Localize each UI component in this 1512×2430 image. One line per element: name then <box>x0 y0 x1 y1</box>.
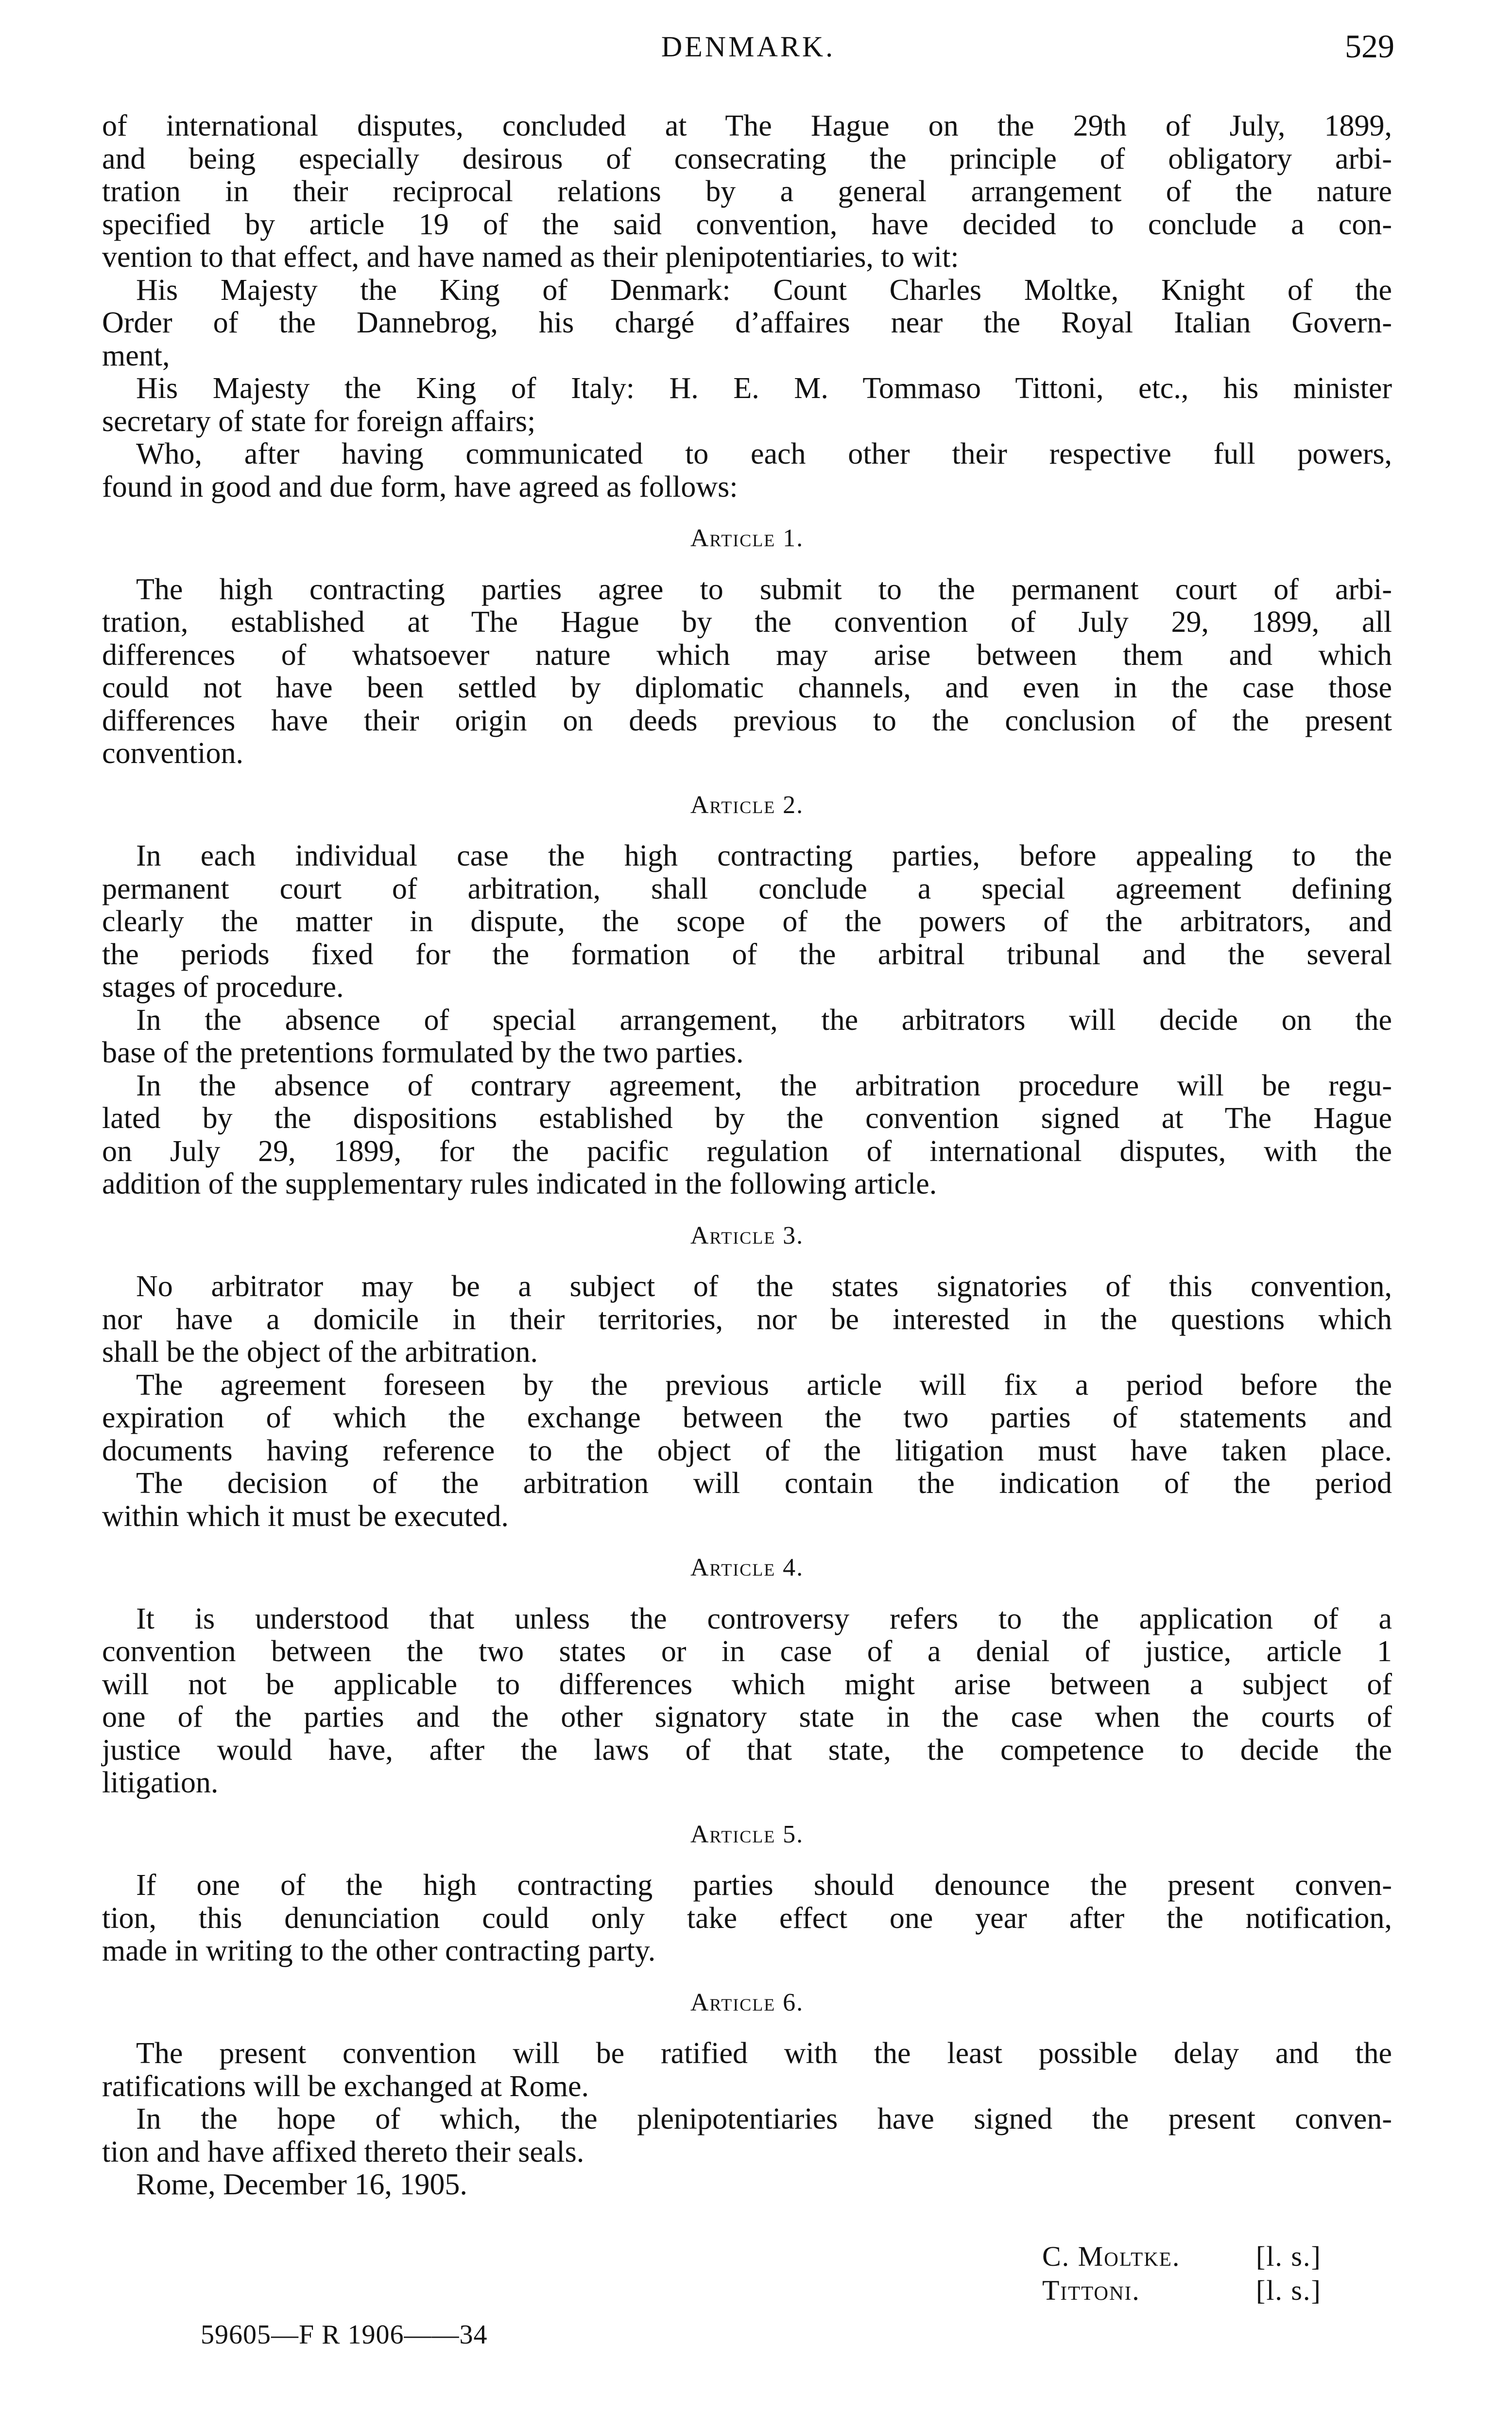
text-line: shall be the object of the arbitration. <box>102 1336 538 1369</box>
article-heading: Article 4. <box>690 1554 804 1581</box>
text-line: expiration of which the exchange between the two parties of statements and <box>102 1401 1392 1434</box>
agreement-paragraph <box>102 438 1392 503</box>
page-number: 529 <box>1345 28 1394 65</box>
text-line: In each individual case the high contracting parties, before appealing to the <box>136 839 1392 872</box>
article-heading: Article 6. <box>690 1988 804 2016</box>
plenipotentiary-italy <box>102 372 1392 438</box>
text-line: stages of procedure. <box>102 971 344 1004</box>
text-line: clearly the matter in dispute, the scope of the powers of the arbitrators, and <box>102 905 1392 938</box>
text-line: specified by article 19 of the said convention, have decided to conclude a con- <box>102 208 1392 241</box>
date-line <box>102 2169 1392 2202</box>
seal-mark: [l. s.] <box>1256 2240 1322 2272</box>
text-line: documents having reference to the object of the litigation must have taken place. <box>102 1434 1392 1467</box>
text-line: It is understood that unless the controversy refers to the application of a <box>136 1602 1392 1635</box>
printer-mark: 59605—F R 1906——34 <box>201 2320 488 2350</box>
article-paragraph <box>102 2103 1392 2169</box>
text-line: base of the pretentions formulated by the two parties. <box>102 1036 744 1069</box>
text-line: found in good and due form, have agreed as follows: <box>102 470 738 503</box>
text-line: His Majesty the King of Denmark: Count Charles Moltke, Knight of the <box>136 273 1392 307</box>
text-line: within which it must be executed. <box>102 1499 509 1533</box>
text-line: permanent court of arbitration, shall conclude a special agreement defining <box>102 872 1392 905</box>
text-line: of international disputes, concluded at The Hague on the 29th of July, 1899, <box>102 109 1392 142</box>
text-line: In the hope of which, the plenipotentiaries have signed the present conven- <box>136 2102 1392 2135</box>
running-head: DENMARK. <box>661 31 836 63</box>
signature-block <box>1042 2239 1322 2308</box>
text-line: Rome, December 16, 1905. <box>136 2168 467 2201</box>
text-line: nor have a domicile in their territories, nor be interested in the questions which <box>102 1302 1392 1336</box>
text-line: No arbitrator may be a subject of the states signatories of this convention, <box>136 1270 1392 1303</box>
article-paragraph <box>102 1369 1392 1468</box>
text-line: In the absence of special arrangement, the arbitrators will decide on the <box>136 1003 1392 1037</box>
document-body <box>102 110 1392 2202</box>
plenipotentiary-denmark <box>102 274 1392 373</box>
text-line: made in writing to the other contracting party. <box>102 1934 656 1967</box>
text-line: Order of the Dannebrog, his chargé d’affaires near the Royal Italian Govern- <box>102 306 1392 339</box>
signature-row <box>1042 2274 1322 2308</box>
text-line: addition of the supplementary rules indicated in the following article. <box>102 1167 937 1200</box>
text-line: convention between the two states or in case of a denial of justice, article 1 <box>102 1635 1392 1668</box>
text-line: Who, after having communicated to each other their respective full powers, <box>136 437 1392 470</box>
text-line: tration in their reciprocal relations by a general arrangement of the nature <box>102 175 1392 208</box>
text-line: one of the parties and the other signatory state in the case when the courts of <box>102 1701 1392 1734</box>
text-line: the periods fixed for the formation of the arbitral tribunal and the several <box>102 937 1392 971</box>
text-line: The high contracting parties agree to submit to the permanent court of arbi- <box>136 573 1392 606</box>
text-line: litigation. <box>102 1766 219 1799</box>
seal-mark: [l. s.] <box>1256 2274 1322 2306</box>
text-line: ratifications will be exchanged at Rome. <box>102 2069 589 2103</box>
article-paragraph <box>102 1603 1392 1800</box>
text-line: The decision of the arbitration will contain the indication of the period <box>136 1467 1392 1500</box>
text-line: differences have their origin on deeds previous to the conclusion of the present <box>102 704 1392 737</box>
preamble-paragraph <box>102 110 1392 274</box>
article-heading: Article 2. <box>690 791 804 819</box>
article-paragraph <box>102 1004 1392 1070</box>
text-line: could not have been settled by diplomatic channels, and even in the case those <box>102 671 1392 704</box>
text-line: The present convention will be ratified with the least possible delay and the <box>136 2037 1392 2070</box>
text-line: tion and have affixed thereto their seals. <box>102 2135 584 2169</box>
article-paragraph <box>102 1070 1392 1201</box>
article-paragraph <box>102 1270 1392 1369</box>
article-heading: Article 5. <box>690 1820 804 1848</box>
text-line: secretary of state for foreign affairs; <box>102 404 536 438</box>
article-paragraph <box>102 1869 1392 1968</box>
signature-row <box>1042 2239 1322 2274</box>
text-line: justice would have, after the laws of that state, the competence to decide the <box>102 1733 1392 1767</box>
text-line: vention to that effect, and have named as their plenipotentiaries, to wit: <box>102 241 959 274</box>
text-line: will not be applicable to differences which might arise between a subject of <box>102 1667 1392 1701</box>
article-paragraph <box>102 573 1392 770</box>
text-line: The agreement foreseen by the previous article will fix a period before the <box>136 1368 1392 1402</box>
signatory-name: Tittoni. <box>1042 2274 1140 2306</box>
article-paragraph <box>102 1467 1392 1533</box>
text-line: In the absence of contrary agreement, the arbitration procedure will be regu- <box>136 1069 1392 1102</box>
text-line: tration, established at The Hague by the convention of July 29, 1899, all <box>102 606 1392 639</box>
text-line: differences of whatsoever nature which may arise between them and which <box>102 638 1392 672</box>
page-header <box>102 30 1394 69</box>
article-paragraph <box>102 2037 1392 2103</box>
text-line: tion, this denunciation could only take effect one year after the notification, <box>102 1901 1392 1935</box>
text-line: convention. <box>102 737 243 770</box>
text-line: lated by the dispositions established by the convention signed at The Hague <box>102 1102 1392 1135</box>
text-line: and being especially desirous of consecrating the principle of obligatory arbi- <box>102 142 1392 175</box>
text-line: If one of the high contracting parties should denounce the present conven- <box>136 1869 1392 1902</box>
article-heading: Article 1. <box>690 524 804 552</box>
article-paragraph <box>102 840 1392 1004</box>
text-line: on July 29, 1899, for the pacific regulation of international disputes, with the <box>102 1134 1392 1168</box>
article-heading: Article 3. <box>690 1221 804 1250</box>
text-line: ment, <box>102 339 170 372</box>
text-line: His Majesty the King of Italy: H. E. M. Tommaso Tittoni, etc., his minister <box>136 372 1392 405</box>
signatory-name: C. Moltke. <box>1042 2240 1181 2272</box>
